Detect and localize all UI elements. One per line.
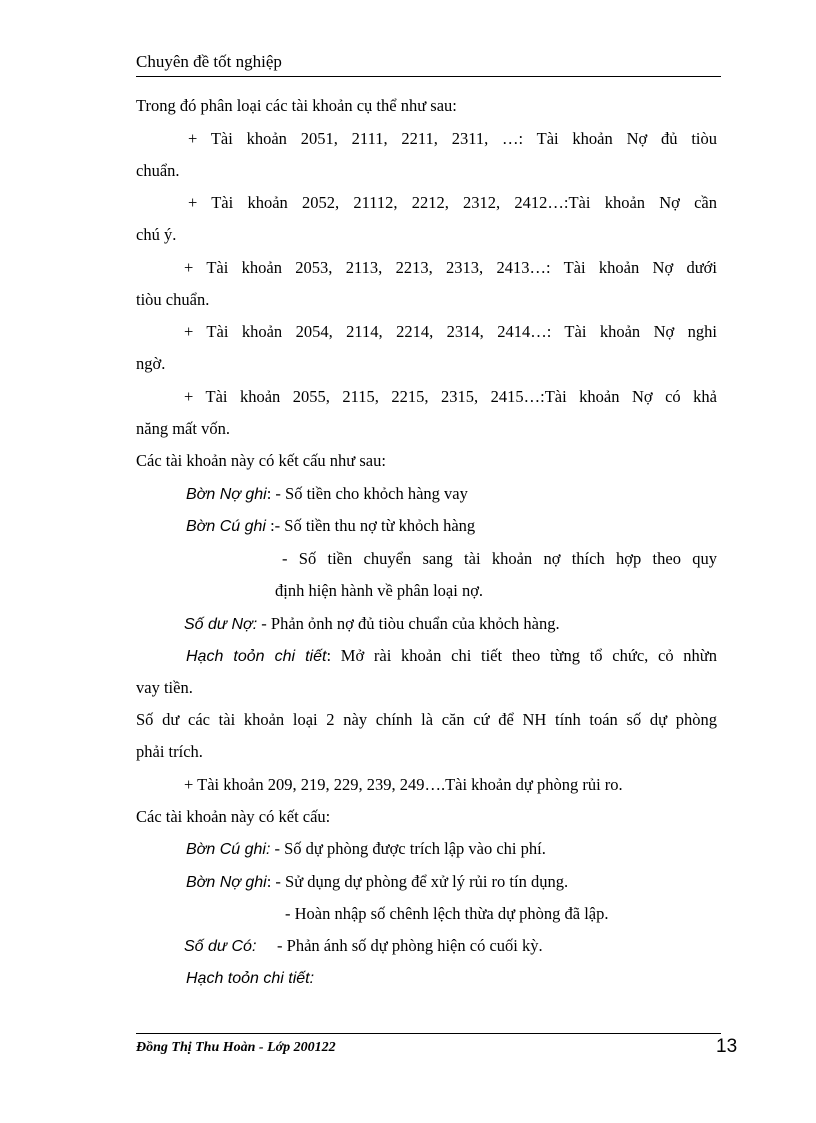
header-title: Chuyên đề tốt nghiệp: [136, 52, 282, 71]
s2-balance-label: Số dư Có:: [184, 938, 257, 955]
account-item-5-cont: năng mất vốn.: [136, 419, 230, 438]
s1-credit-text2-a: - Số tiền chuyển sang tài khoản nợ thích hợp theo quy: [282, 549, 717, 568]
s2-credit-text: - Số dự phòng được trích lập vào chi phí.: [270, 839, 546, 858]
account-item-3-cont: tiòu chuẩn.: [136, 290, 210, 309]
summary-line-a: Số dư các tài khoản loại 2 này chính là căn cứ để NH tính toán số dự phòng: [136, 710, 717, 729]
account-item-2-cont: chú ý.: [136, 225, 177, 244]
account-item-5: + Tài khoản 2055, 2115, 2215, 2315, 2415…:Tài khoản Nợ có khả: [184, 387, 717, 406]
header-rule: [136, 76, 721, 77]
s1-credit-label: Bờn Cú ghi: [186, 518, 266, 535]
account-item-2: + Tài khoản 2052, 21112, 2212, 2312, 2412…:Tài khoản Nợ cần: [188, 193, 717, 212]
structure-intro-2: Các tài khoản này có kết cấu:: [136, 807, 331, 826]
s1-debit-line: [186, 484, 468, 504]
s2-detail-line: [186, 968, 314, 988]
s1-detail-label: Hạch toỏn chi tiết: [186, 648, 327, 665]
s2-debit-text: : - Sử dụng dự phòng để xử lý rủi ro tín dụng.: [266, 872, 569, 891]
provision-item: + Tài khoản 209, 219, 229, 239, 249….Tài khoản dự phòng rủi ro.: [184, 775, 623, 794]
s2-credit-label: Bờn Cú ghi:: [186, 841, 271, 858]
s2-balance-line: [184, 936, 543, 956]
s1-detail-text-b: vay tiền.: [136, 678, 193, 697]
s1-credit-text2-b: định hiện hành về phân loại nợ.: [275, 581, 484, 600]
account-item-3: + Tài khoản 2053, 2113, 2213, 2313, 2413…: Tài khoản Nợ dưới: [184, 258, 717, 277]
account-item-4-cont: ngờ.: [136, 354, 166, 373]
s2-balance-text: - Phản ánh số dự phòng hiện có cuối kỳ.: [256, 936, 543, 955]
s2-debit-line: [186, 872, 568, 892]
s1-credit-line: [186, 516, 475, 536]
s2-debit-text2: - Hoàn nhập số chênh lệch thừa dự phòng đã lập.: [285, 904, 609, 923]
s2-credit-line: [186, 839, 546, 859]
structure-intro: Các tài khoản này có kết cấu như sau:: [136, 451, 386, 470]
account-item-1: + Tài khoản 2051, 2111, 2211, 2311, …: Tài khoản Nợ đủ tiòu: [188, 129, 717, 148]
account-item-4: + Tài khoản 2054, 2114, 2214, 2314, 2414…: Tài khoản Nợ nghi: [184, 322, 717, 341]
intro-line: Trong đó phân loại các tài khoản cụ thể như sau:: [136, 96, 457, 115]
s1-detail-line: [186, 646, 717, 666]
s1-debit-text: : - Số tiền cho khỏch hàng vay: [266, 484, 468, 503]
footer-author: Đồng Thị Thu Hoàn - Lớp 200122: [136, 1040, 336, 1055]
summary-line-b: phải trích.: [136, 742, 203, 761]
page-number: 13: [716, 1036, 738, 1057]
s2-detail-label: Hạch toỏn chi tiết:: [186, 970, 315, 987]
s1-balance-label: Số dư Nợ:: [184, 616, 258, 633]
footer-rule: [136, 1033, 721, 1034]
s1-credit-text: :- Số tiền thu nợ từ khỏch hàng: [265, 516, 476, 535]
s1-detail-text-a: : Mở rài khoản chi tiết theo từng tổ chức, cỏ nhừn: [326, 646, 717, 665]
s2-debit-label: Bờn Nợ ghi: [186, 874, 267, 891]
account-item-1-cont: chuẩn.: [136, 161, 180, 180]
s1-balance-line: [184, 614, 560, 634]
s1-balance-text: - Phản ỏnh nợ đủ tiòu chuẩn của khỏch hàng.: [257, 614, 560, 633]
s1-debit-label: Bờn Nợ ghi: [186, 486, 267, 503]
